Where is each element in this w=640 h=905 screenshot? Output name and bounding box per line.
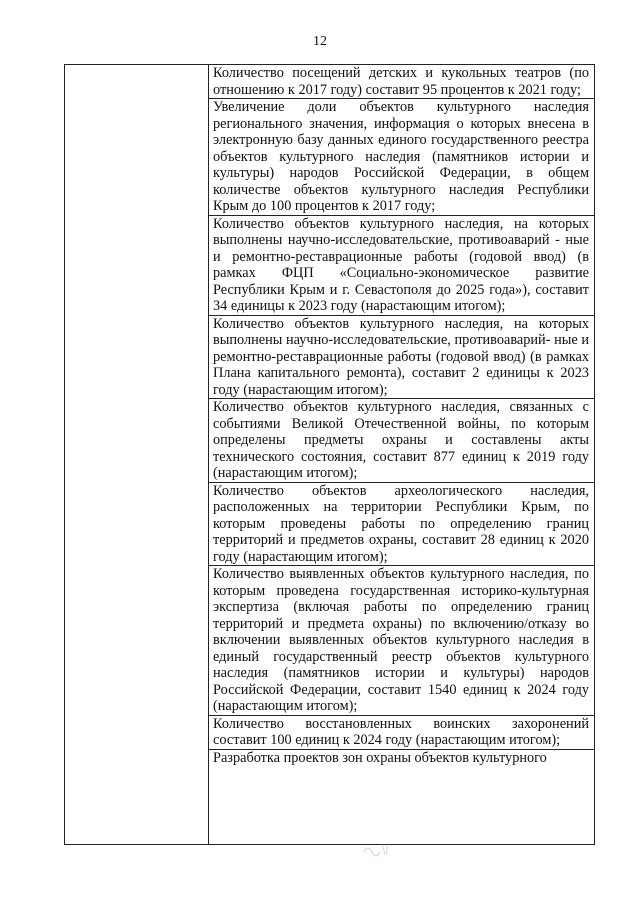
- indicator-paragraph: Разработка проектов зон охраны объектов культурного: [213, 749, 547, 766]
- scan-mark: [360, 838, 400, 860]
- indicator-paragraph: Количество выявленных объектов культурного наследия, по которым проведена государственная историко-культурная экспертиза (включая работы по определению границ территорий и предмета охраны) по включению/отказу во включении выявленных объектов культурного наследия в единый государственный реестр объектов культурного наследия (памятников истории и культуры) народов Российской Федерации, составит 1540 единиц к 2024 году (нарастающим итогом);: [209, 566, 594, 716]
- table-left-column: [65, 65, 209, 844]
- indicator-paragraph: Количество объектов культурного наследия, связанных с событиями Великой Отечественной войны, по которым определены предметы охраны и составлены акты технического состояния, составит 877 единиц к 2019 году (нарастающим итогом);: [209, 399, 594, 483]
- page-number: 12: [313, 34, 327, 49]
- indicator-paragraph: Количество объектов культурного наследия, на которых выполнены научно-исследовательские, противоаварий - ные и ремонтно-реставрационные работы (годовой ввод) (в рамках ФЦП «Социально-экономическое развитие Республики Крым и г. Севастополя до 2025 года»), составит 34 единицы к 2023 году (нарастающим итогом);: [209, 216, 594, 316]
- document-table: [64, 64, 595, 845]
- table-right-column: [209, 65, 594, 844]
- indicator-paragraph: Количество восстановленных воинских захоронений составит 100 единиц к 2024 году (нарастающим итогом);: [209, 716, 594, 750]
- indicator-paragraph: Увеличение доли объектов культурного наследия регионального значения, информация о которых внесена в электронную базу данных единого государственного реестра объектов культурного наследия (памятников истории и культуры) народов Российской Федерации, в общем количестве объектов культурного наследия Республики Крым до 100 процентов к 2017 году;: [209, 99, 594, 216]
- indicator-paragraph: Количество объектов археологического наследия, расположенных на территории Республики Крым, по которым проведены работы по определению границ территорий и предметов охраны, составит 28 единиц к 2020 году (нарастающим итогом);: [209, 483, 594, 567]
- indicator-paragraph: Количество посещений детских и кукольных театров (по отношению к 2017 году) составит 95 процентов к 2021 году;: [209, 65, 594, 99]
- indicator-paragraph: Количество объектов культурного наследия, на которых выполнены научно-исследовательские, противоаварий- ные и ремонтно-реставрационные работы (годовой ввод) (в рамках Плана капитального ремонта), составит 2 единицы к 2023 году (нарастающим итогом);: [209, 316, 594, 400]
